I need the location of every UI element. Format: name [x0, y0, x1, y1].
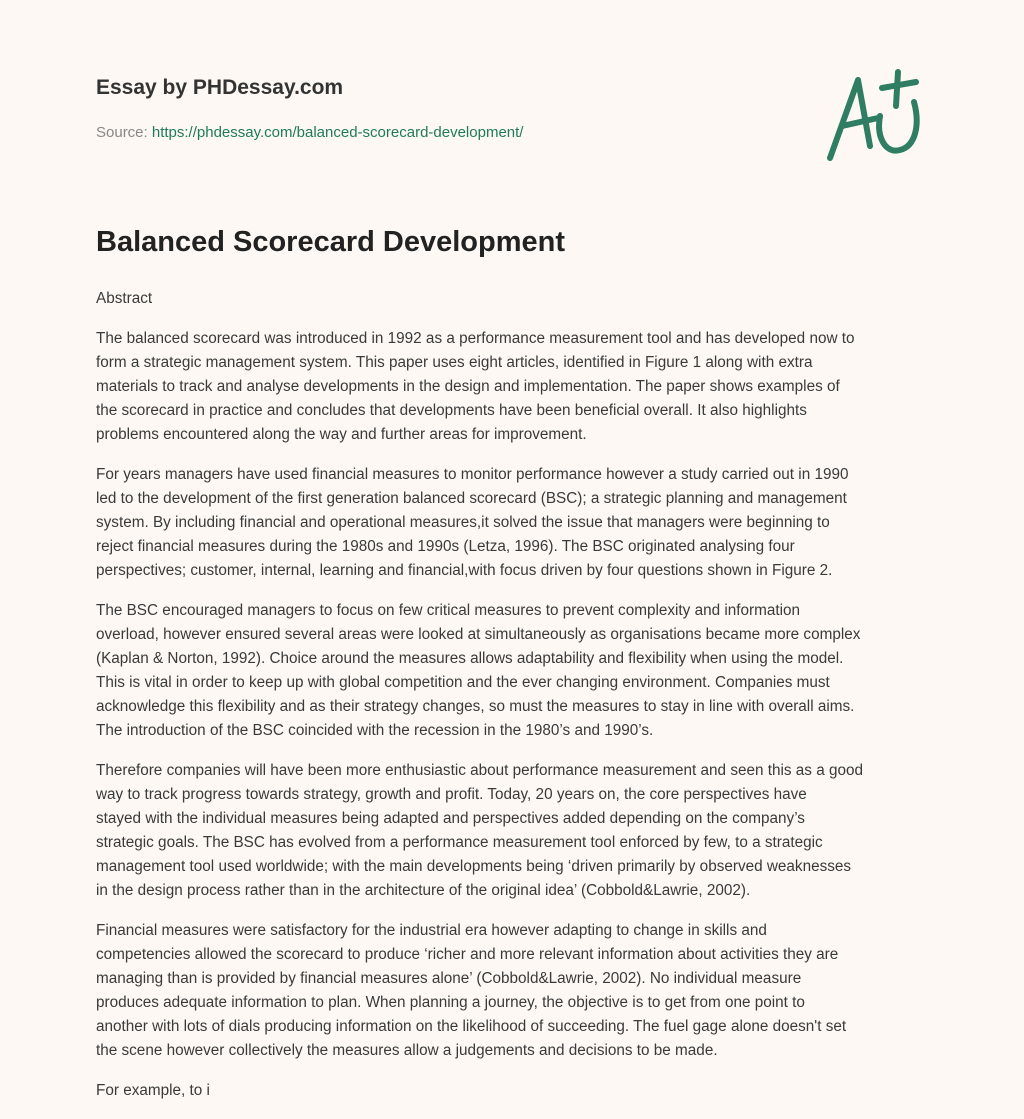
text-line: Financial measures were satisfactory for the industrial era however adapting to change in skills and [96, 922, 767, 939]
text-line: materials to track and analyse developments in the design and implementation. The paper shows examples of [96, 378, 840, 395]
text-line: way to track progress towards strategy, growth and profit. Today, 20 years on, the core perspectives have [96, 786, 807, 803]
text-line: in the design process rather than in the architecture of the original idea’ (Cobbold&Lawrie, 2002). [96, 882, 751, 899]
text-line: The balanced scorecard was introduced in 1992 as a performance measurement tool and has developed now to [96, 330, 855, 347]
text-line: Therefore companies will have been more enthusiastic about performance measurement and seen this as a good [96, 762, 863, 779]
text-line: perspectives; customer, internal, learning and financial,with focus driven by four questions shown in Figure 2. [96, 562, 833, 579]
source-label: Source: [96, 124, 152, 141]
essay-body [96, 287, 956, 1119]
text-line: For years managers have used financial measures to monitor performance however a study carried out in 1990 [96, 466, 849, 483]
paragraph [96, 599, 956, 743]
a-plus-logo [820, 68, 930, 168]
text-line: managing than is provided by financial measures alone’ (Cobbold&Lawrie, 2002). No individual measure [96, 970, 802, 987]
text-line: form a strategic management system. This paper uses eight articles, identified in Figure 1 along with extra [96, 354, 813, 371]
text-line: strategic goals. The BSC has evolved from a performance measurement tool enforced by few, to a strategic [96, 834, 823, 851]
text-line: reject financial measures during the 1980s and 1990s (Letza, 1996). The BSC originated analysing four [96, 538, 795, 555]
text-line: The introduction of the BSC coincided with the recession in the 1980’s and 1990’s. [96, 722, 654, 739]
text-line: Abstract [96, 290, 153, 307]
paragraph [96, 463, 956, 583]
text-line: system. By including financial and operational measures,it solved the issue that managers were beginning to [96, 514, 830, 531]
source-line [96, 124, 523, 141]
text-line: competencies allowed the scorecard to produce ‘richer and more relevant information about activities they are [96, 946, 839, 963]
text-line: problems encountered along the way and further areas for improvement. [96, 426, 587, 443]
paragraph [96, 1079, 956, 1103]
paragraph [96, 327, 956, 447]
abstract-heading [96, 287, 956, 311]
site-brand: Essay by PHDessay.com [96, 76, 344, 99]
text-line: acknowledge this flexibility and as their strategy changes, so must the measures to stay in line with overall aims. [96, 698, 855, 715]
text-line: the scorecard in practice and concludes that developments have been beneficial overall. It also highlights [96, 402, 807, 419]
text-line: another with lots of dials producing information on the likelihood of succeeding. The fuel gage alone doesn't set [96, 1018, 847, 1035]
essay-title: Balanced Scorecard Development [96, 226, 566, 258]
text-line: stayed with the individual measures being adapted and perspectives added depending on the company’s [96, 810, 805, 827]
text-line: overload, however ensured several areas were looked at simultaneously as organisations became more complex [96, 626, 861, 643]
text-line: management tool used worldwide; with the main developments being ‘driven primarily by observed weaknesses [96, 858, 852, 875]
text-line: (Kaplan & Norton, 1992). Choice around the measures allows adaptability and flexibility when using the model. [96, 650, 844, 667]
paragraph [96, 759, 956, 903]
text-line: This is vital in order to keep up with global competition and the ever changing environment. Companies must [96, 674, 830, 691]
text-line: led to the development of the first generation balanced scorecard (BSC); a strategic planning and management [96, 490, 847, 507]
text-line: produces adequate information to plan. When planning a journey, the objective is to get from one point to [96, 994, 805, 1011]
source-link[interactable]: https://phdessay.com/balanced-scorecard-development/ [151, 124, 524, 141]
text-line: The BSC encouraged managers to focus on few critical measures to prevent complexity and information [96, 602, 801, 619]
text-line: For example, to i [96, 1082, 210, 1099]
text-line: the scene however collectively the measures allow a judgements and decisions to be made. [96, 1042, 718, 1059]
paragraph [96, 919, 956, 1063]
